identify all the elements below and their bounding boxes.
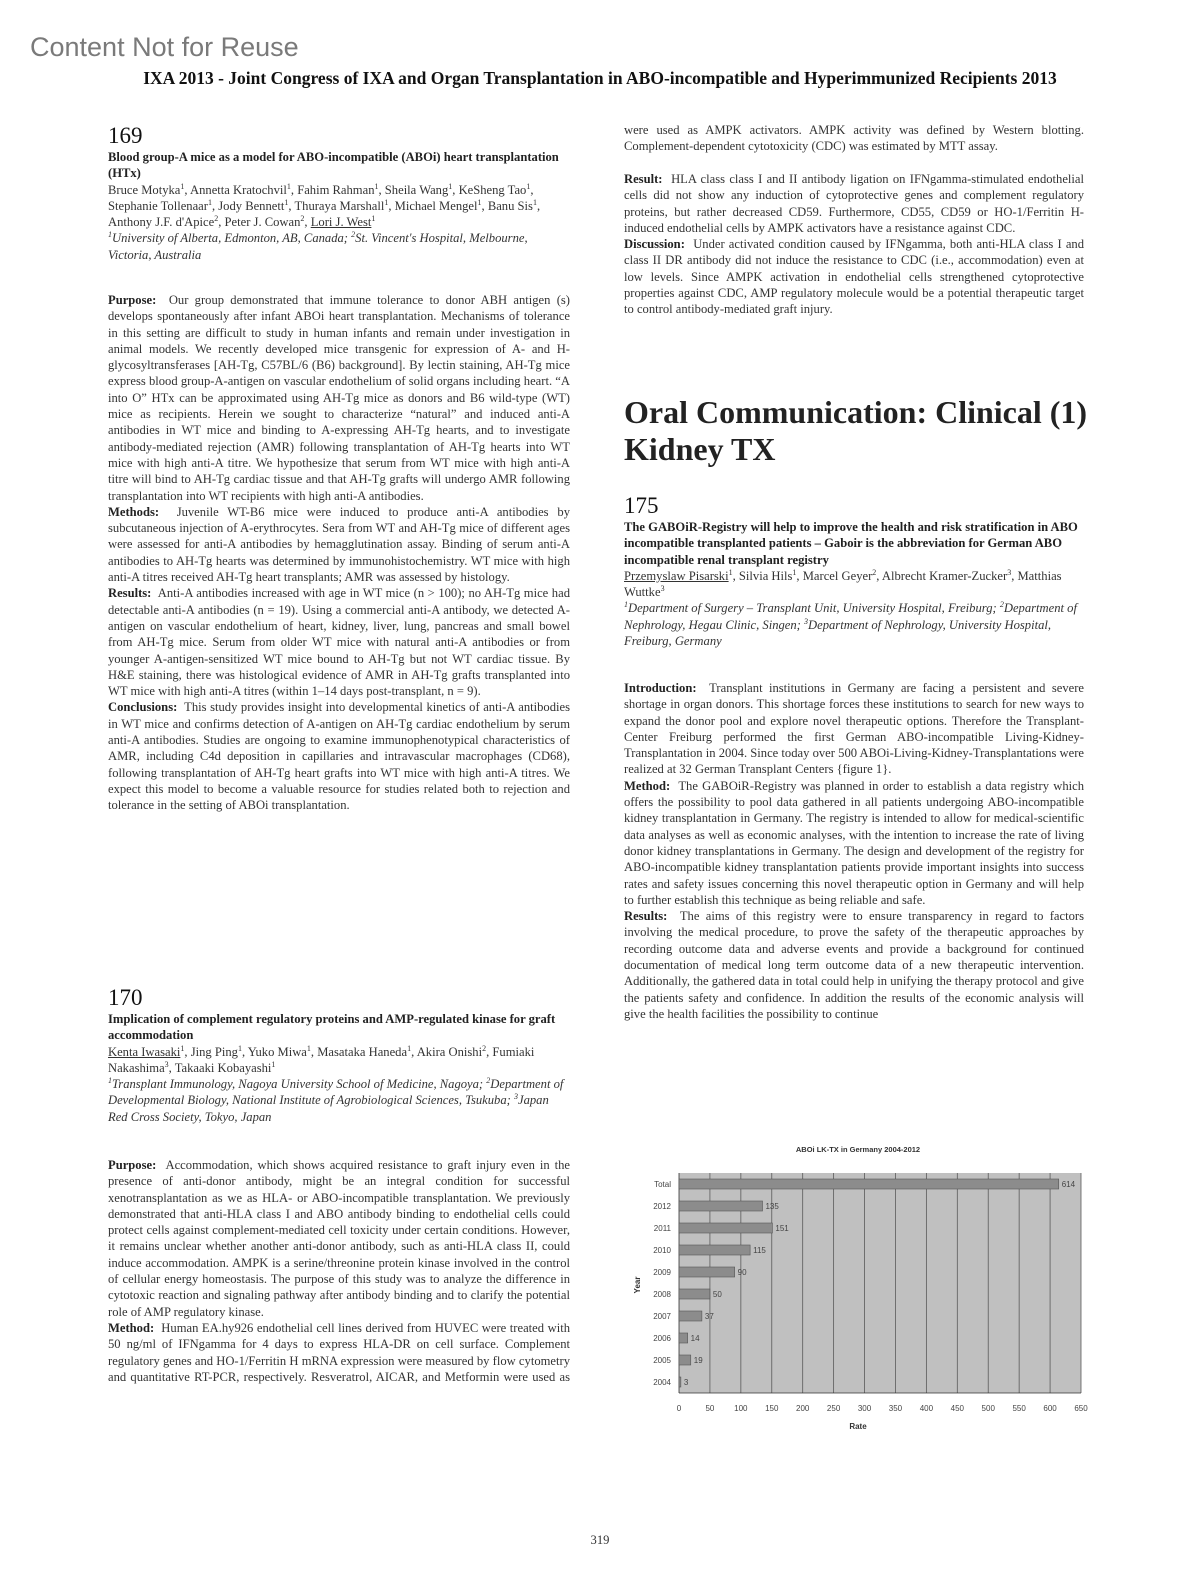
bar: [679, 1223, 772, 1233]
y-axis-label: Year: [633, 1276, 642, 1294]
x-tick-label: 300: [857, 1404, 872, 1413]
author-affiliation-marker: 1: [207, 197, 212, 207]
section-heading: Oral Communication: Clinical (1) Kidney TX: [624, 394, 1088, 467]
method-continued: were used as AMPK activators. AMPK activity was defined by Western blotting. Complement-dependent cytotoxicity (CDC) was estimated by MTT assay.: [624, 123, 1084, 154]
x-tick-label: 0: [676, 1404, 682, 1413]
x-tick-label: 150: [765, 1404, 779, 1413]
data-label: 151: [775, 1224, 789, 1233]
affiliations: $^1$University of Alberta, Edmonton, AB, Canada; $^2$St. Vincent's Hospital, Melbourne, Victoria, Australia: [108, 230, 528, 262]
y-tick-label: 2011: [653, 1224, 671, 1233]
author: Banu Sis: [487, 198, 533, 213]
bar: [679, 1179, 1059, 1189]
bar: [679, 1267, 735, 1277]
author-affiliation-marker: 1: [271, 1059, 276, 1069]
author: Masataka Haneda: [317, 1044, 408, 1059]
y-tick-label: 2009: [653, 1268, 671, 1277]
author-affiliation-marker: 3: [164, 1059, 169, 1069]
abstract-175-body: [624, 680, 1084, 1022]
author-affiliation-marker: 1: [180, 1043, 185, 1053]
author: Annetta Kratochvil: [190, 182, 287, 197]
data-label: 50: [712, 1290, 722, 1299]
author-list: Przemyslaw Pisarski$^1$, Silvia Hils$^1$, Marcel Geyer$^2$, Albrecht Kramer-Zucker$^3$, Matthias Wuttke$^3$: [624, 567, 1062, 600]
data-label: 37: [704, 1312, 714, 1321]
y-tick-label: 2004: [653, 1378, 671, 1387]
author: Takaaki Kobayashi: [174, 1060, 272, 1075]
bar: [679, 1289, 710, 1299]
abstract-170-body-right: [624, 122, 1084, 318]
author: Jody Bennett: [218, 198, 285, 213]
author: Fahim Rahman: [297, 182, 375, 197]
author-affiliation-marker: 1: [180, 181, 185, 191]
author-affiliation-marker: 1: [448, 181, 453, 191]
author: Kenta Iwasaki: [108, 1044, 181, 1059]
author-affiliation-marker: 1: [477, 197, 482, 207]
result-paragraph: Result: HLA class class I and II antibody ligation on IFNgamma-stimulated endothelial cells did not show any induction of cytoprotective genes and complement regulatory proteins, but rather decreased CD59. Furthermore, CD55, CD59 or HO-1/Ferritin H-induced endothelial cells by AMPK activators have a resistance against CDC.: [624, 172, 1085, 235]
watermark: Content Not for Reuse: [30, 32, 299, 62]
x-tick-label: 600: [1043, 1404, 1057, 1413]
author-affiliation-marker: 1: [728, 567, 733, 577]
author: Michael Mengel: [394, 198, 478, 213]
author: Silvia Hils: [738, 568, 793, 583]
author-affiliation-marker: 1: [237, 1043, 242, 1053]
y-tick-label: 2012: [653, 1202, 671, 1211]
x-tick-label: 450: [950, 1404, 964, 1413]
data-label: 3: [683, 1378, 689, 1387]
x-tick-label: 650: [1074, 1404, 1088, 1413]
x-axis-label: Rate: [849, 1422, 867, 1431]
author: Thuraya Marshall: [294, 198, 385, 213]
author: Przemyslaw Pisarski: [624, 568, 729, 583]
abstract-170: [108, 985, 570, 1125]
author-affiliation-marker: 1: [792, 567, 797, 577]
author: Stephanie Tollenaar: [108, 198, 208, 213]
bar: [679, 1377, 681, 1387]
y-tick-label: 2008: [653, 1290, 671, 1299]
author-affiliation-marker: 3: [660, 584, 665, 593]
bar: [679, 1311, 702, 1321]
x-tick-label: 50: [705, 1404, 715, 1413]
bar: [679, 1355, 691, 1365]
discussion-paragraph: Discussion: Under activated condition caused by IFNgamma, both anti-HLA class I and class II DR antibody did not induce the resistance to CDC (i.e., accommodation) even at low levels. Since AMPK activation in endothelial cells strengthened cytoprotective properties against CDC, AMP regulatory molecule would be a potential therapeutic target to control antibody-mediated graft injury.: [624, 237, 1085, 317]
author-affiliation-marker: 1: [532, 197, 537, 207]
author: Fumiaki Nakashima: [108, 1044, 535, 1075]
purpose-paragraph: Purpose: Accommodation, which shows acquired resistance to graft injury even in the presence of anti-donor antibody, might be an integral condition for successful xenotransplantation as we as HLA- or ABO-incompatible transplantation. We previously demonstrated that anti-HLA class I and ABO antibody binding to endothelial cells could protect cells against complement-mediated cell toxicity under certain conditions. However, it remains unclear whether another anti-donor antibody, such as anti-HLA class II, could induce accommodation. AMPK is a serine/threonine protein kinase involved in the control of cellular energy homeostasis. The purpose of this study was to analyze the difference in cytotoxic reaction and signaling pathway after antibody binding and to clarify the potential role of AMP regulatory kinase.: [108, 1158, 570, 1319]
data-label: 115: [753, 1246, 766, 1255]
author-affiliation-marker: 1: [306, 1043, 311, 1053]
data-label: 19: [693, 1356, 703, 1365]
x-tick-label: 400: [919, 1404, 934, 1413]
x-tick-label: 350: [888, 1404, 903, 1413]
author-affiliation-marker: 2: [482, 1043, 487, 1053]
bar-chart: [615, 1135, 1095, 1435]
author-affiliation-marker: 1: [407, 1043, 412, 1053]
author-list: Bruce Motyka$^1$, Annetta Kratochvil$^1$, Fahim Rahman$^1$, Sheila Wang$^1$, KeSheng Tao$^1$, Stephanie Tollenaar$^1$, Jody Bennett$^1$, Thuraya Marshall$^1$, Michael Mengel$^1$, Banu Sis$^1$, Anthony J.F. d'Apice$^2$, Peter J. Cowan$^2$, Lori J. West$^1$: [108, 181, 541, 230]
author: Lori J. West: [310, 215, 372, 230]
purpose-paragraph: Purpose: Our group demonstrated that immune tolerance to donor ABH antigen (s) develops spontaneously after infant ABOi heart transplantation. Mechanisms of tolerance in this setting are difficult to study in human infants and remain under investigation in animal models. We recently developed mice transgenic for expression of A- and H-glycosyltransferases [AH-Tg, C57BL/6 (B6) background]. By lectin staining, AH-Tg mice express blood group-A-antigen on vascular endothelium of solid organs including heart. “A into O” HTx can be approximated using AH-Tg mice as donors and B6 wild-type (WT) mice as recipients. Herein we sought to characterize “natural” and induced anti-A antibodies in WT mice and binding to A-expressing AH-Tg hearts, and to investigate antibody-mediated rejection (AMR) following transplantation of AH-Tg hearts into WT mice with high anti-A titre. We hypothesize that serum from WT mice with high anti-A titre will bind to AH-Tg cardiac tissue and that AH-Tg grafts will undergo AMR following transplantation into WT recipients with high anti-A antibodies.: [108, 293, 570, 503]
abstract-number: 170: [108, 985, 143, 1010]
author-affiliation-marker: 2: [872, 567, 877, 577]
conclusions-paragraph: Conclusions: This study provides insight into developmental kinetics of anti-A antibodies in WT mice and confirms detection of A-antigen on AH-Tg cardiac endothelium by serum anti-A antibodies. Studies are ongoing to examine immunophenotypical characteristics of AMR, including C4d deposition in capillaries and intravascular macrophages (CD68), following transplantation of AH-Tg heart grafts into WT mice with high anti-A titres. We expect this model to become a valuable resource for studies related both to rejection and tolerance in the setting of ABOi transplantation.: [108, 700, 570, 813]
abstract-number: 169: [108, 123, 143, 148]
author: Marcel Geyer: [802, 568, 873, 583]
x-tick-label: 550: [1012, 1404, 1026, 1413]
x-tick-label: 100: [734, 1404, 748, 1413]
author: KeSheng Tao: [458, 182, 527, 197]
x-tick-label: 500: [981, 1404, 995, 1413]
bar: [679, 1245, 750, 1255]
author-affiliation-marker: 1: [286, 181, 291, 191]
x-tick-label: 250: [826, 1404, 841, 1413]
method-paragraph: Method: The GABOiR-Registry was planned in order to establish a data registry which offers the possibility to pool data gathered in all patients undergoing ABO-incompatible kidney transplantation in Germany. The registry is intended to allow for medical-scientific data analyses as well as economic analyses, with the intention to increase the rate of living donor kidney transplantations in Germany. The design and development of the registry for ABO-incompatible kidney transplantation patients provide important insights into success rates and safety issues concerning this novel therapeutic option in Germany and will help to further establish this technique as being reliable and safe.: [624, 778, 1084, 907]
abstract-title: The GABOiR-Registry will help to improve the health and risk stratification in ABO incompatible transplanted patients – Gaboir is the abbreviation for German ABO incompatible renal transplant registry: [624, 520, 1078, 567]
affiliations: $^1$Transplant Immunology, Nagoya University School of Medicine, Nagoya; $^2$Department of Developmental Biology, National Institute of Agrobiological Sciences, Tsukuba; $^3$Japan Red Cross Society, Tokyo, Japan: [108, 1076, 564, 1124]
author-affiliation-marker: 1: [284, 197, 289, 207]
author: Jing Ping: [190, 1044, 238, 1059]
author: Sheila Wang: [384, 182, 449, 197]
methods-paragraph: Methods: Juvenile WT-B6 mice were induced to produce anti-A antibodies by subcutaneous injection of A-erythrocytes. Sera from WT and AH-Tg mice of different ages were assessed for anti-A antibodies by hemagglutination assay. Binding of serum anti-A antibodies to AH-Tg hearts was determined by immunohistochemistry. WT mice with high anti-A titres received AH-Tg heart transplants; AMR was assessed by histology.: [108, 504, 570, 585]
introduction-paragraph: Introduction: Transplant institutions in Germany are facing a persistent and severe shortage in organ donors. This shortage forces these institutions to search for new ways to expand the donor pool and explore novel therapeutic options. Therefore the Transplant-Center Freiburg performed the first German ABO-incompatible Living-Kidney-Transplantation in 2004. Since today over 500 ABOi-Living-Kidney-Transplantations were realized at 32 German Transplant Centers {figure 1}.: [624, 681, 1084, 777]
author-affiliation-marker: 2: [214, 214, 219, 223]
author-affiliation-marker: 3: [1007, 567, 1012, 577]
chart-title: ABOi LK-TX in Germany 2004-2012: [795, 1145, 921, 1154]
author: Anthony J.F. d'Apice: [108, 215, 215, 230]
author: Peter J. Cowan: [224, 215, 301, 230]
author-affiliation-marker: 1: [374, 181, 379, 191]
author: Yuko Miwa: [247, 1044, 307, 1059]
author-affiliation-marker: 1: [526, 181, 531, 191]
abstract-number: 175: [624, 493, 659, 518]
abstract-title: Implication of complement regulatory proteins and AMP-regulated kinase for graft accommodation: [108, 1012, 556, 1043]
abstract-169-body: [108, 292, 570, 814]
page-number: 319: [590, 1533, 610, 1547]
y-tick-label: 2005: [653, 1356, 671, 1365]
abstract-169: [108, 123, 570, 263]
author-affiliation-marker: 2: [300, 214, 305, 223]
affiliations: $^1$Department of Surgery – Transplant Unit, University Hospital, Freiburg; $^2$Department of Nephrology, Hegau Clinic, Singen; $^3$Department of Nephrology, University Hospital, Freiburg, Germany: [624, 600, 1077, 649]
data-label: 14: [690, 1334, 700, 1343]
author: Albrecht Kramer-Zucker: [881, 568, 1008, 583]
data-label: 90: [737, 1268, 747, 1277]
abstract-175: [624, 493, 1084, 649]
author: Bruce Motyka: [108, 182, 181, 197]
method-paragraph: Method: Human EA.hy926 endothelial cell lines derived from HUVEC were treated with 50 ng/ml of IFNgamma for 4 days to express HLA-DR on cell surface. Complement regulatory genes and HO-1/Ferritin H mRNA expression were measured by flow cytometry and quantitative RT-PCR, respectively. Resveratrol, AICAR, and Metformin were used as: [108, 1320, 570, 1384]
data-label: 614: [1061, 1180, 1076, 1189]
abstract-170-body-left: [108, 1157, 570, 1385]
x-tick-label: 200: [796, 1404, 810, 1413]
bar: [679, 1201, 762, 1211]
author: Matthias Wuttke: [624, 568, 1062, 600]
y-tick-label: 2007: [653, 1312, 671, 1321]
data-label: 135: [765, 1202, 779, 1211]
results-paragraph: Results: Anti-A antibodies increased with age in WT mice (n > 100); no AH-Tg mice had detectable anti-A antibodies (n = 19). Using a commercial anti-A antibody, we detected A-antigen on vascular endothelium of heart, kidney, liver, lung, pancreas and small bowel from AH-Tg mice. Serum from older WT mice with natural anti-A antibodies or from younger A-antigen-sensitized WT mice bound to AH-Tg but not WT cardiac tissue. By H&E staining, there was histological evidence of AMR in AH-Tg grafts transplanted into WT mice with high anti-A titres (within 1–14 days post-transplant, n = 9).: [108, 586, 570, 699]
author-affiliation-marker: 1: [371, 214, 376, 223]
y-tick-label: Total: [654, 1180, 671, 1189]
abstract-title: Blood group-A mice as a model for ABO-incompatible (ABOi) heart transplantation (HTx): [108, 150, 559, 181]
results-paragraph: Results: The aims of this registry were to ensure transparency in regard to factors involving the medical procedure, to prove the safety of the therapeutic approaches by recording outcome data and adverse events and provide a background for continued documentation of medical long term outcome data of a new therapeutic intervention. Additionally, the gathered data in total could help in unifying the therapy protocol and give the patients safety and confidence. In addition the results of the economic analysis will give the health facilities the possibility to continue: [624, 909, 1084, 1021]
bar: [679, 1333, 688, 1343]
author-list: Kenta Iwasaki$^1$, Jing Ping$^1$, Yuko Miwa$^1$, Masataka Haneda$^1$, Akira Onishi$^2$, Fumiaki Nakashima$^3$, Takaaki Kobayashi$^1$: [108, 1043, 535, 1075]
author: Akira Onishi: [416, 1044, 483, 1059]
author-affiliation-marker: 1: [384, 197, 389, 207]
running-header: IXA 2013 - Joint Congress of IXA and Organ Transplantation in ABO-incompatible and Hyperimmunized Recipients 2013: [143, 68, 1057, 88]
y-tick-label: 2006: [653, 1334, 671, 1343]
y-tick-label: 2010: [653, 1246, 671, 1255]
